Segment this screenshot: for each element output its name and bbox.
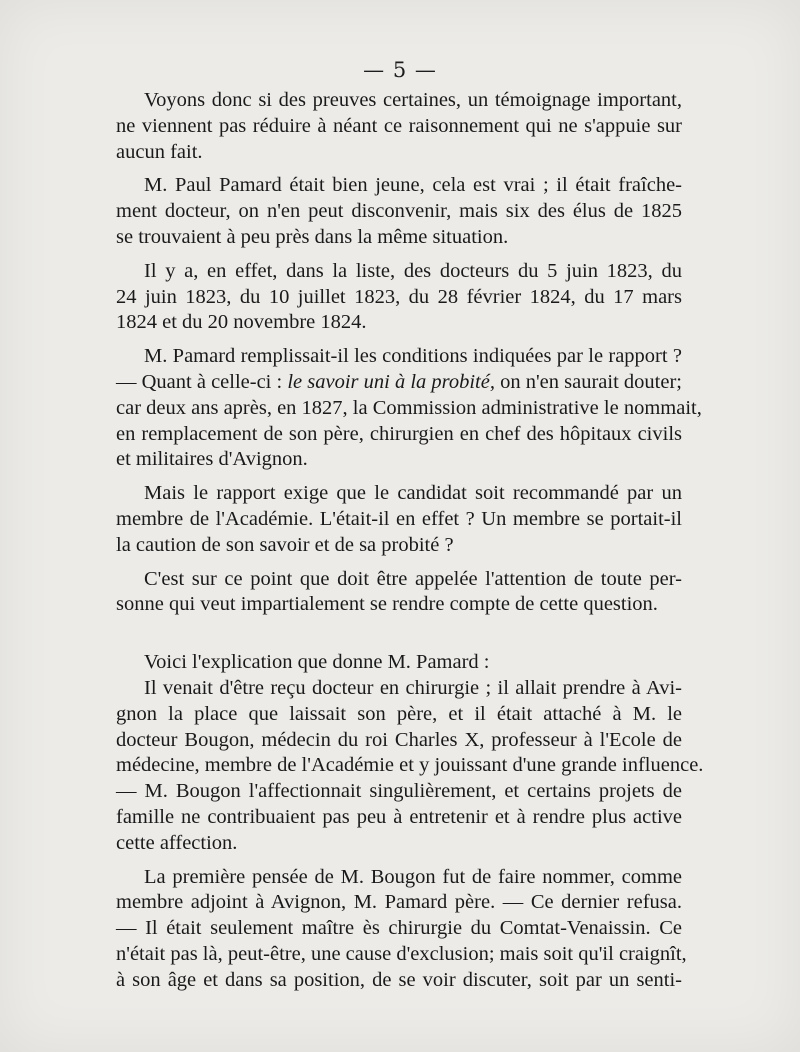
- italic-quote: le savoir uni à la probité,: [287, 370, 495, 393]
- paragraph-1: [116, 88, 682, 165]
- text-line: car deux ans après, en 1827, la Commission administrative le nommait,: [116, 396, 702, 419]
- text-line: médecine, membre de l'Académie et y jouissant d'une grande influence.: [116, 754, 704, 777]
- text-line: Il y a, en effet, dans la liste, des docteurs du 5 juin 1823, du: [144, 259, 682, 282]
- text-line: et militaires d'Avignon.: [116, 448, 308, 471]
- text-line: à son âge et dans sa position, de se voir discuter, soit par un senti-: [116, 968, 682, 991]
- paragraph-3: [116, 259, 682, 336]
- text-line: — M. Bougon l'affectionnait singulièrement, et certains projets de: [116, 780, 682, 803]
- text-line: — Il était seulement maître ès chirurgie du Comtat-Venaissin. Ce: [116, 917, 682, 940]
- text-line: famille ne contribuaient pas peu à entretenir et à rendre plus active: [116, 805, 682, 828]
- text-line: 1824 et du 20 novembre 1824.: [116, 311, 367, 334]
- text-line: cette affection.: [116, 831, 238, 854]
- text-line: membre adjoint à Avignon, M. Pamard père. — Ce dernier refusa.: [116, 891, 682, 914]
- text-line: Mais le rapport exige que le candidat soit recommandé par un: [144, 482, 682, 505]
- text-line: Il venait d'être reçu docteur en chirurgie ; il allait prendre à Avi-: [144, 676, 682, 699]
- text-line: 24 juin 1823, du 10 juillet 1823, du 28 février 1824, du 17 mars: [116, 285, 682, 308]
- text-line: aucun fait.: [116, 140, 203, 163]
- text-line: n'était pas là, peut-être, une cause d'exclusion; mais soit qu'il craignît,: [116, 942, 687, 965]
- text-line: sonne qui veut impartialement se rendre compte de cette question.: [116, 593, 658, 616]
- text-line: ment docteur, on n'en peut disconvenir, mais six des élus de 1825: [116, 200, 682, 223]
- paragraph-9: [116, 865, 687, 994]
- text-line: se trouvaient à peu près dans la même situation.: [116, 225, 509, 248]
- body-text: [116, 88, 704, 994]
- text-line: en remplacement de son père, chirurgien en chef des hôpitaux civils: [116, 422, 682, 445]
- page-number: — 5 —: [363, 58, 437, 82]
- paragraph-5: [116, 481, 682, 558]
- text-line: ne viennent pas réduire à néant ce raisonnement qui ne s'appuie sur: [116, 114, 682, 137]
- text-line: C'est sur ce point que doit être appelée l'attention de toute per-: [144, 567, 682, 590]
- text-line: gnon la place que laissait son père, et il était attaché à M. le: [116, 702, 682, 725]
- text-line: [116, 370, 682, 396]
- paragraph-4: [116, 344, 702, 473]
- paragraph-6: [116, 567, 682, 619]
- paragraph-8: [116, 676, 704, 857]
- text-segment: — Quant à celle-ci :: [116, 370, 288, 393]
- text-line: Voyons donc si des preuves certaines, un témoignage important,: [144, 89, 682, 111]
- paragraph-2: [116, 173, 682, 250]
- text-line: M. Pamard remplissait-il les conditions indiquées par le rapport ?: [144, 345, 682, 368]
- text-line: docteur Bougon, médecin du roi Charles X, professeur à l'Ecole de: [116, 728, 682, 751]
- paragraph-7: [116, 650, 682, 676]
- text-line: La première pensée de M. Bougon fut de faire nommer, comme: [144, 865, 682, 888]
- text-line: Voici l'explication que donne M. Pamard :: [144, 651, 490, 674]
- text-segment: on n'en saurait douter;: [494, 370, 682, 393]
- text-line: la caution de son savoir et de sa probité ?: [116, 533, 454, 556]
- text-line: M. Paul Pamard était bien jeune, cela est vrai ; il était fraîche-: [144, 174, 682, 197]
- text-line: membre de l'Académie. L'était-il en effet ? Un membre se portait-il: [116, 507, 682, 530]
